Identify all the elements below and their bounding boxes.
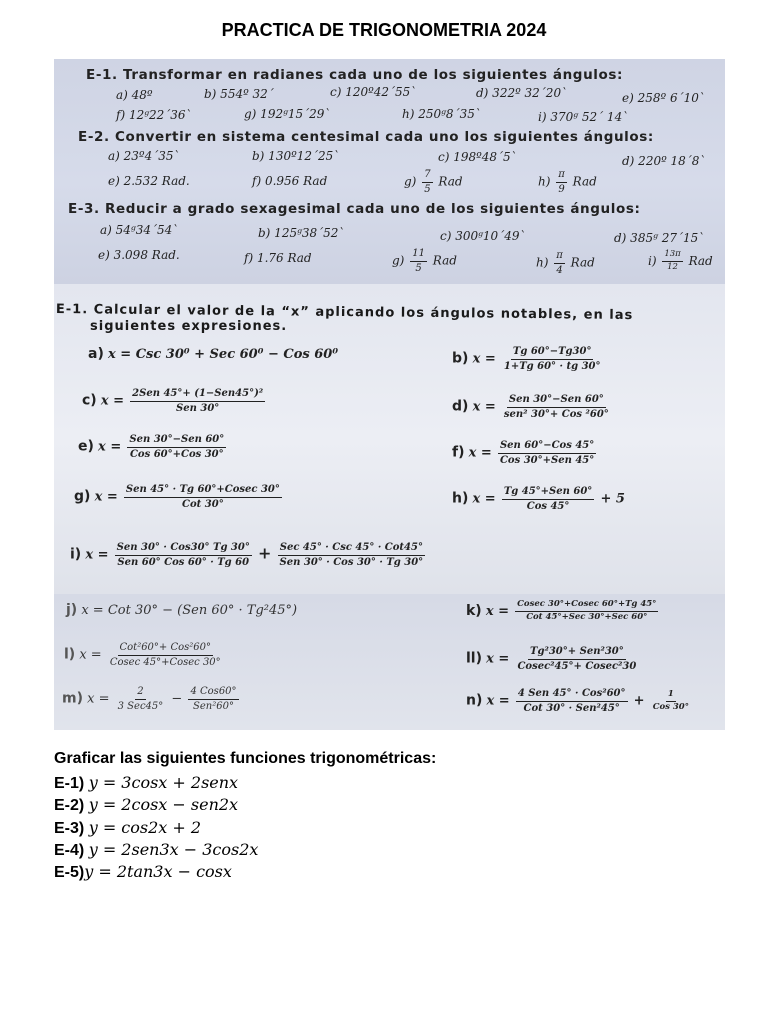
e3-item-b: b) 125ᵍ38ˊ52ˋ — [258, 226, 345, 240]
e3-item-a: a) 54ᵍ34ˊ54ˋ — [100, 223, 179, 237]
graficar-item-5: E-5)y = 2tan3x − cosx — [54, 862, 232, 881]
e2-header: E-2. Convertir en sistema centesimal cada uno los siguientes ángulos: — [78, 129, 654, 145]
e3-item-g: g) $\frac{11}{5}$ Rad — [392, 248, 457, 274]
e2-item-d: d) 220º 18ˊ8ˋ — [622, 154, 706, 168]
expr-n: n) x = $\frac{\text{4 Sen 45° · Cos²60°}}{\text{Cot 30° · Sen²45°}}$ + $\frac{1}{\text{Cos 30°}}$ — [466, 688, 689, 714]
e2-item-a: a) 23º4ˊ35ˋ — [108, 149, 180, 163]
e3-item-e: e) 3.098 Rad. — [98, 248, 180, 262]
e1-item-g: g) 192ᵍ15ˊ29ˋ — [244, 107, 331, 121]
e2-item-g: g) $\frac{7}{5}$ Rad — [404, 169, 463, 195]
e1-item-b: b) 554º 32ˊ — [204, 87, 274, 101]
expr-k: k) x = $\frac{Cosec 30^\circ+Cosec 60^\circ+Tg 45^\circ}{\text{Cot 45°+Sec 30°+Sec 60°}}$ — [466, 599, 657, 622]
calc-header-line2: siguientes expresiones. — [90, 319, 288, 334]
expr-i: i) x = $\frac{\text{Sen 30° · Cos30° Tg 30°}}{\text{Sen 60° Cos 60° · Tg 60}}$ + $\frac{\text{Sec 45° · Csc 45° · Cot45°}}{\text{Sen 30° · Cos 30° · Tg 30°}}$ — [70, 542, 424, 568]
graficar-item-1: E-1) y = 3cosx + 2senx — [54, 773, 239, 792]
expr-m: m) x = $\frac{2}{\text{3 Sec45°}}$ − $\frac{\text{4 Cos60°}}{\text{Sen²60°}}$ — [62, 686, 237, 712]
expr-g: g) x = $\frac{\text{Sen 45° · Tg 60°+Cosec 30°}}{\text{Cot 30°}}$ — [74, 484, 280, 510]
e2-item-b: b) 130º12ˊ25ˋ — [252, 149, 340, 163]
calc-header-line1: E-1. Calcular el valor de la “x” aplicando los ángulos notables, en las — [55, 302, 634, 324]
e3-item-d: d) 385ᵍ 27ˊ15ˋ — [614, 231, 705, 245]
e1-item-c: c) 120º42ˊ55ˋ — [330, 85, 417, 99]
page-title: PRACTICA DE TRIGONOMETRIA 2024 — [221, 20, 547, 40]
e3-item-c: c) 300ᵍ10ˊ49ˋ — [440, 229, 526, 243]
e2-item-e: e) 2.532 Rad. — [108, 174, 190, 188]
e1-item-d: d) 322º 32ˊ20ˋ — [476, 86, 568, 100]
e1-header: E-1. Transformar en radianes cada uno de los siguientes ángulos: — [86, 67, 624, 83]
graficar-item-2: E-2) y = 2cosx − sen2x — [54, 795, 239, 814]
expr-d: d) x = $\frac{\text{Sen 30°−Sen 60°}}{\text{sen² 30°+ Cos ²60°}}$ — [452, 394, 609, 420]
e2-item-f: f) 0.956 Rad — [252, 174, 328, 188]
graficar-item-4: E-4) y = 2sen3x − 3cos2x — [54, 840, 259, 859]
e2-item-h: h) $\frac{\pi}{9}$ Rad — [538, 169, 597, 195]
expr-h: h) x = $\frac{\text{Tg 45°+Sen 60°}}{\text{Cos 45°}}$ + 5 — [452, 486, 625, 512]
e1-item-i: i) 370ᵍ 52ˊ 14ˋ — [538, 110, 629, 124]
expr-c: c) x = $\frac{\text{2Sen 45°+ (1−Sen45°)²}}{\text{Sen 30°}}$ — [82, 388, 264, 414]
expr-a: a) x = Csc 30⁰ + Sec 60⁰ − Cos 60⁰ — [88, 346, 339, 362]
e3-item-i: i) $\frac{13\pi}{12}$ Rad — [648, 249, 713, 272]
notable-angles-panel — [54, 284, 725, 594]
e3-item-f: f) 1.76 Rad — [244, 251, 312, 265]
e2-item-c: c) 198º48ˊ5ˋ — [438, 150, 517, 164]
e1-item-f: f) 12ᵍ22ˊ36ˋ — [116, 108, 192, 122]
e1-item-a: a) 48º — [116, 88, 153, 102]
expr-b: b) x = $\frac{Tg 60^\circ-Tg30^\circ}{1+Tg 60^\circ \cdot tg 30^\circ}$ — [452, 346, 601, 372]
e3-item-h: h) $\frac{\pi}{4}$ Rad — [536, 250, 595, 276]
angle-conversion-panel — [54, 59, 725, 284]
expr-f: f) x = $\frac{\text{Sen 60°−Cos 45°}}{\text{Cos 30°+Sen 45°}}$ — [452, 440, 595, 466]
graficar-item-3: E-3) y = cos2x + 2 — [54, 818, 202, 837]
e3-header: E-3. Reducir a grado sexagesimal cada uno de los siguientes ángulos: — [68, 201, 641, 217]
expr-e: e) x = $\frac{\text{Sen 30°−Sen 60°}}{\text{Cos 60°+Cos 30°}}$ — [78, 434, 225, 460]
notable-angles-panel-2 — [54, 594, 725, 730]
expr-l: l) x = $\frac{\text{Cot²60°+ Cos²60°}}{Cosec 45^\circ+Cosec 30^\circ}$ — [64, 642, 221, 668]
expr-j: j) x = Cot 30° − (Sen 60° · Tg²45°) — [66, 602, 298, 618]
graficar-header: Graficar las siguientes funciones trigonométricas: — [54, 750, 437, 767]
e1-item-h: h) 250ᵍ8ˊ35ˋ — [402, 107, 481, 121]
expr-ll: ll) x = $\frac{\text{Tg²30°+ Sen²30°}}{\text{Cosec²45°+ Cosec²30}}$ — [466, 646, 637, 672]
e1-item-e: e) 258º 6ˊ10ˋ — [622, 91, 705, 105]
